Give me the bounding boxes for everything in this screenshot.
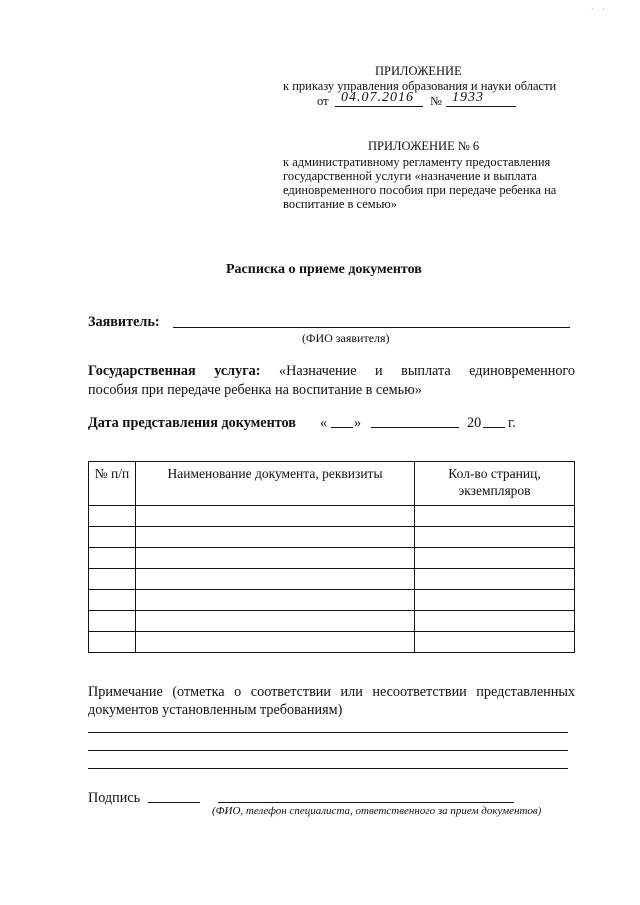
col-number-header: № п/п (89, 462, 136, 506)
row-document-cell[interactable] (136, 611, 415, 632)
row-number-cell[interactable] (89, 590, 136, 611)
col-document-header: Наименование документа, реквизиты (136, 462, 415, 506)
appendix-title: ПРИЛОЖЕНИЕ (375, 64, 462, 78)
row-number-cell[interactable] (89, 569, 136, 590)
row-document-cell[interactable] (136, 590, 415, 611)
note-blank-line-2[interactable] (88, 750, 568, 751)
table-row (89, 611, 575, 632)
service-text-2: пособия при передаче ребенка на воспитание в семью» (88, 382, 422, 398)
service-text-1: «Назначение и выплата единовременного (279, 363, 575, 379)
table-row (89, 632, 575, 653)
row-number-cell[interactable] (89, 632, 136, 653)
appendix6-line-4: воспитание в семью» (283, 197, 397, 211)
service-label: Государственная услуга: (88, 363, 261, 379)
row-pages-cell[interactable] (415, 527, 575, 548)
signature-label: Подпись (88, 790, 141, 806)
applicant-label: Заявитель: (88, 314, 160, 330)
col-pages-header: Кол-во страниц, экземпляров (415, 462, 575, 506)
table-row (89, 506, 575, 527)
order-line: к приказу управления образования и науки области (283, 79, 557, 93)
appendix6-line-2: государственной услуги «назначение и выплата (283, 169, 537, 183)
note-line-1: Примечание (отметка о соответствии или несоответствии представленных (88, 684, 575, 700)
number-handwritten: 1933 (452, 90, 484, 105)
document-title: Расписка о приеме документов (226, 262, 422, 277)
signature-line[interactable] (148, 802, 200, 803)
applicant-caption: (ФИО заявителя) (302, 331, 390, 345)
table-row (89, 527, 575, 548)
table-header-row (89, 462, 575, 506)
date-close-quote: » (354, 415, 362, 431)
note-blank-line-3[interactable] (88, 768, 568, 769)
date-handwritten: 04.07.2016 (341, 90, 414, 105)
note-blank-line-1[interactable] (88, 732, 568, 733)
row-document-cell[interactable] (136, 506, 415, 527)
row-pages-cell[interactable] (415, 611, 575, 632)
table-row (89, 590, 575, 611)
number-underline (446, 106, 516, 107)
row-pages-cell[interactable] (415, 632, 575, 653)
specialist-fio-line[interactable] (218, 802, 514, 803)
date-year-line[interactable] (483, 427, 505, 428)
row-number-cell[interactable] (89, 548, 136, 569)
applicant-fio-line[interactable] (173, 327, 570, 328)
row-document-cell[interactable] (136, 632, 415, 653)
scan-specks: · · (590, 4, 608, 14)
note-line-2: документов установленным требованиям) (88, 702, 343, 718)
table-row (89, 569, 575, 590)
table-row (89, 548, 575, 569)
row-number-cell[interactable] (89, 611, 136, 632)
date-month-line[interactable] (371, 427, 459, 428)
date-label: Дата представления документов (88, 415, 296, 431)
documents-table (88, 461, 575, 653)
row-pages-cell[interactable] (415, 506, 575, 527)
row-document-cell[interactable] (136, 569, 415, 590)
date-year-suffix: г. (508, 415, 516, 431)
row-number-cell[interactable] (89, 527, 136, 548)
service-line-1 (88, 362, 575, 381)
signature-caption: (ФИО, телефон специалиста, ответственного за прием документов) (212, 805, 542, 817)
appendix6-line-3: единовременного пособия при передаче ребенка на (283, 183, 557, 197)
number-label: № (430, 94, 442, 108)
date-year-prefix: 20 (467, 415, 482, 431)
row-pages-cell[interactable] (415, 548, 575, 569)
appendix6-line-1: к административному регламенту предоставления (283, 155, 551, 169)
date-day-line[interactable] (331, 427, 353, 428)
date-underline (335, 106, 423, 107)
row-pages-cell[interactable] (415, 590, 575, 611)
row-pages-cell[interactable] (415, 569, 575, 590)
date-open-quote: « (320, 415, 328, 431)
row-document-cell[interactable] (136, 527, 415, 548)
row-document-cell[interactable] (136, 548, 415, 569)
from-label: от (317, 94, 329, 108)
row-number-cell[interactable] (89, 506, 136, 527)
appendix6-title: ПРИЛОЖЕНИЕ № 6 (368, 139, 480, 153)
